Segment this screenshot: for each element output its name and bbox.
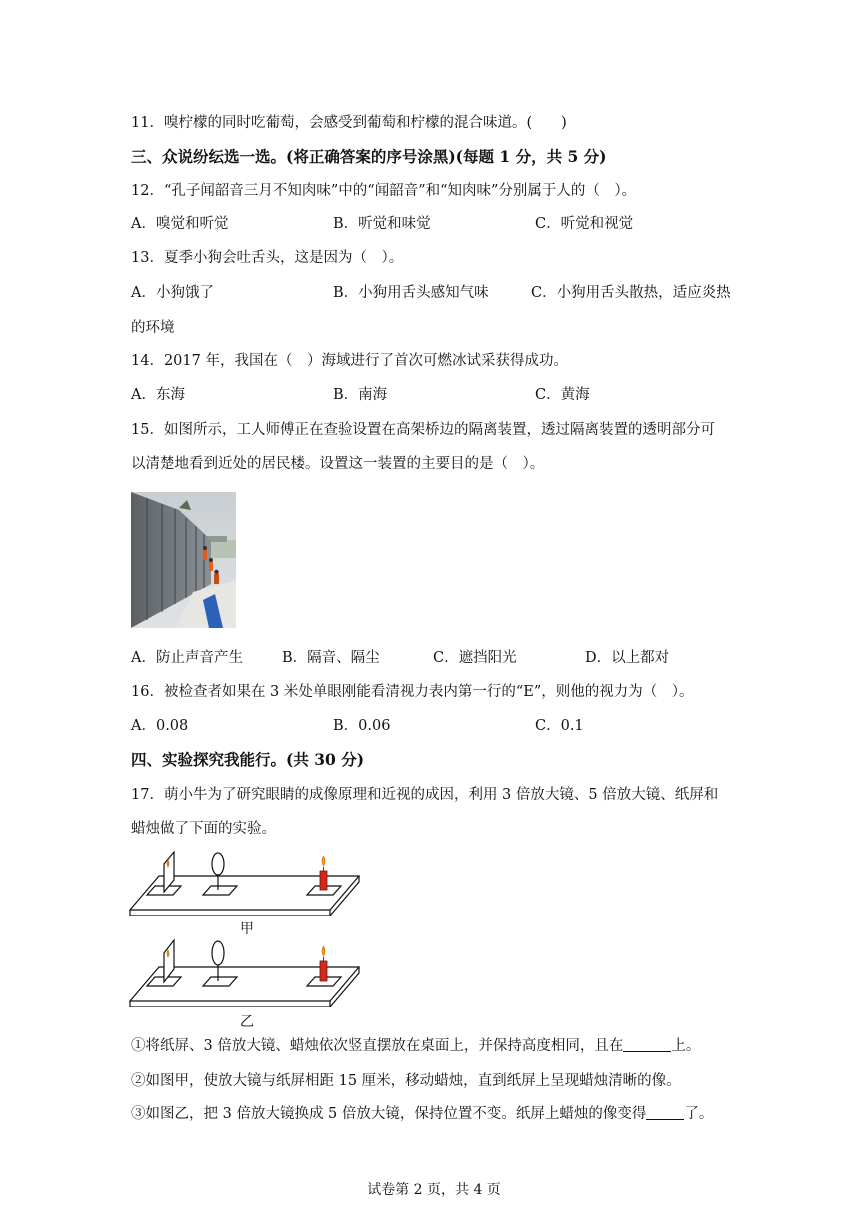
q12-option-a: A．嗅觉和听觉 — [131, 216, 229, 232]
q17-step-3-end: 了。 — [684, 1106, 714, 1122]
q16-option-b: B．0.06 — [333, 718, 391, 734]
q13-option-b: B．小狗用舌头感知气味 — [333, 285, 489, 301]
q16-option-c: C．0.1 — [535, 718, 584, 734]
q12-option-b: B．听觉和味觉 — [333, 216, 431, 232]
q17-step-1-text: ①将纸屏、3 倍放大镜、蜡烛依次竖直摆放在桌面上，并保持高度相同，且在 — [131, 1038, 624, 1054]
q14-option-a: A．东海 — [131, 387, 185, 403]
question-15-stem-line1: 15．如图所示，工人师傅正在查验设置在高架桥边的隔离装置，透过隔离装置的透明部分可 — [131, 422, 715, 438]
question-13-stem: 13．夏季小狗会吐舌头，这是因为（ ）。 — [131, 250, 404, 266]
question-16-stem: 16．被检查者如果在 3 米处单眼刚能看清视力表内第一行的“E”，则他的视力为（ ）。 — [131, 684, 694, 700]
experiment-diagram-b — [129, 935, 361, 1007]
q15-option-d: D．以上都对 — [585, 650, 670, 666]
q17-step-3-text: ③如图乙，把 3 倍放大镜换成 5 倍放大镜，保持位置不变。纸屏上蜡烛的像变得 — [131, 1106, 647, 1122]
noise-barrier-photo — [131, 492, 236, 628]
section-4-title: 四、实验探究我能行。(共 30 分) — [131, 750, 365, 769]
question-12-stem: 12．“孔子闻韶音三月不知肉味”中的“闻韶音”和“知肉味”分别属于人的（ ）。 — [131, 183, 637, 199]
page-footer: 试卷第 2 页，共 4 页 — [367, 1182, 501, 1198]
q17-step-3 — [131, 1104, 713, 1124]
question-17-stem-line1: 17．萌小牛为了研究眼睛的成像原理和近视的成因，利用 3 倍放大镜、5 倍放大镜、纸屏和 — [131, 787, 719, 803]
q13-option-c-continuation: 的环境 — [131, 320, 175, 336]
q15-option-b: B．隔音、隔尘 — [282, 650, 380, 666]
answer-blank-1[interactable] — [623, 1037, 671, 1052]
q17-step-2: ②如图甲，使放大镜与纸屏相距 15 厘米，移动蜡烛，直到纸屏上呈现蜡烛清晰的像。 — [131, 1073, 681, 1089]
q17-step-1-end: 上。 — [671, 1038, 701, 1054]
q12-option-c: C．听觉和视觉 — [535, 216, 634, 232]
figure-a-label: 甲 — [240, 921, 254, 937]
q13-option-c: C．小狗用舌头散热，适应炎热 — [531, 285, 731, 301]
question-15-stem-line2: 以清楚地看到近处的居民楼。设置这一装置的主要目的是（ ）。 — [131, 456, 545, 472]
section-3-title: 三、众说纷纭选一选。(将正确答案的序号涂黑)(每题 1 分，共 5 分) — [131, 147, 607, 166]
q15-option-c: C．遮挡阳光 — [433, 650, 517, 666]
q17-step-1 — [131, 1036, 700, 1056]
q15-option-a: A．防止声音产生 — [131, 650, 243, 666]
figure-b-label: 乙 — [240, 1014, 254, 1030]
experiment-diagram-a — [129, 846, 361, 916]
q13-option-a: A．小狗饿了 — [131, 285, 214, 301]
question-14-stem: 14．2017 年，我国在（ ）海域进行了首次可燃冰试采获得成功。 — [131, 353, 568, 369]
q14-option-b: B．南海 — [333, 387, 388, 403]
q14-option-c: C．黄海 — [535, 387, 590, 403]
q16-option-a: A．0.08 — [131, 718, 189, 734]
question-17-stem-line2: 蜡烛做了下面的实验。 — [131, 821, 276, 837]
answer-blank-2[interactable] — [646, 1105, 684, 1120]
question-11: 11．嗅柠檬的同时吃葡萄，会感受到葡萄和柠檬的混合味道。( ) — [131, 115, 567, 131]
